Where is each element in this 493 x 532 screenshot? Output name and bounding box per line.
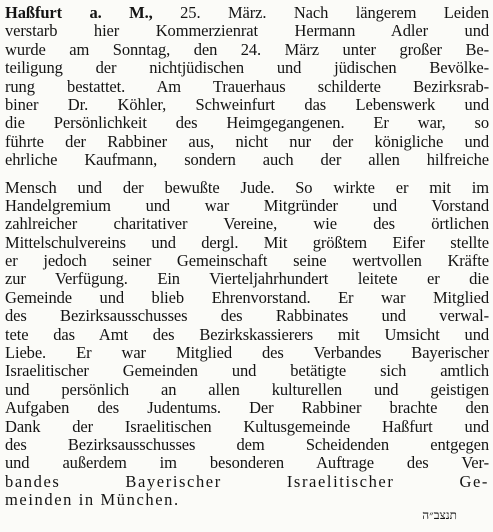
article-line-9: ehrliche Kaufmann, sondern auch der allen hilfreiche [5,151,489,170]
article-line-25: und außerdem im besonderen Auftrage des Ver- [5,454,489,473]
obituary-article [5,4,489,510]
article-line-26: bandes Bayerischer Israelitischer Ge- [5,472,489,491]
article-line-6: biner Dr. Köhler, Schweinfurt das Lebenswerk und [5,95,489,114]
column-gap [5,170,489,179]
article-line-1 [5,4,489,22]
article-line-21: und persönlich an allen kulturellen und geistigen [5,380,489,399]
article-line-15: zur Verfügung. Ein Vierteljahrhundert leitete er die [5,270,489,289]
article-text: Nach längerem Leiden [293,4,489,22]
article-line-22: Aufgaben des Judentums. Der Rabbiner brachte den [5,399,489,418]
dateline-place: Haßfurt a. M., [5,4,153,22]
article-line-18: tete das Amt des Bezirkskassierers mit Umsicht und [5,325,489,344]
article-line-3: wurde am Sonntag, den 24. März unter großer Be- [5,40,489,59]
article-line-2: verstarb hier Kommerzienrat Hermann Adler und [5,22,489,41]
article-line-16: Gemeinde und blieb Ehrenvorstand. Er war Mitglied [5,288,489,307]
article-line-19: Liebe. Er war Mitglied des Verbandes Bayerischer [5,344,489,363]
article-line-11: Handelgremium und war Mitgründer und Vorstand [5,196,489,215]
article-line-20: Israelitischer Gemeinden und betätigte sich amtlich [5,362,489,381]
article-line-27: meinden in München. [5,491,180,510]
article-line-14: er jedoch seiner Gemeinschaft seine wertvollen Kräfte [5,252,489,271]
article-line-10: Mensch und der bewußte Jude. So wirkte er mit im [5,178,489,197]
dateline-date: 25. März. [180,4,267,22]
article-line-5: rung bestattet. Am Trauerhaus schilderte Bezirksrab- [5,77,489,96]
article-line-7: die Persönlichkeit des Heimgegangenen. Er war, so [5,114,489,133]
article-line-23: Dank der Israelitischen Kultusgemeinde Haßfurt und [5,417,489,436]
article-line-4: teiligung der nichtjüdischen und jüdischen Bevölke- [5,59,489,78]
article-line-17: des Bezirksausschusses des Rabbinates und verwal- [5,307,489,326]
article-line-24: des Bezirksausschusses dem Scheidenden entgegen [5,435,489,454]
hebrew-signature: תנצב״ה [422,508,457,522]
article-line-12: zahlreicher charitativer Vereine, wie des örtlichen [5,215,489,234]
article-line-8: führte der Rabbiner aus, nicht nur der königliche und [5,132,489,151]
article-line-13: Mittelschulvereins und dergl. Mit größtem Eifer stellte [5,233,489,252]
